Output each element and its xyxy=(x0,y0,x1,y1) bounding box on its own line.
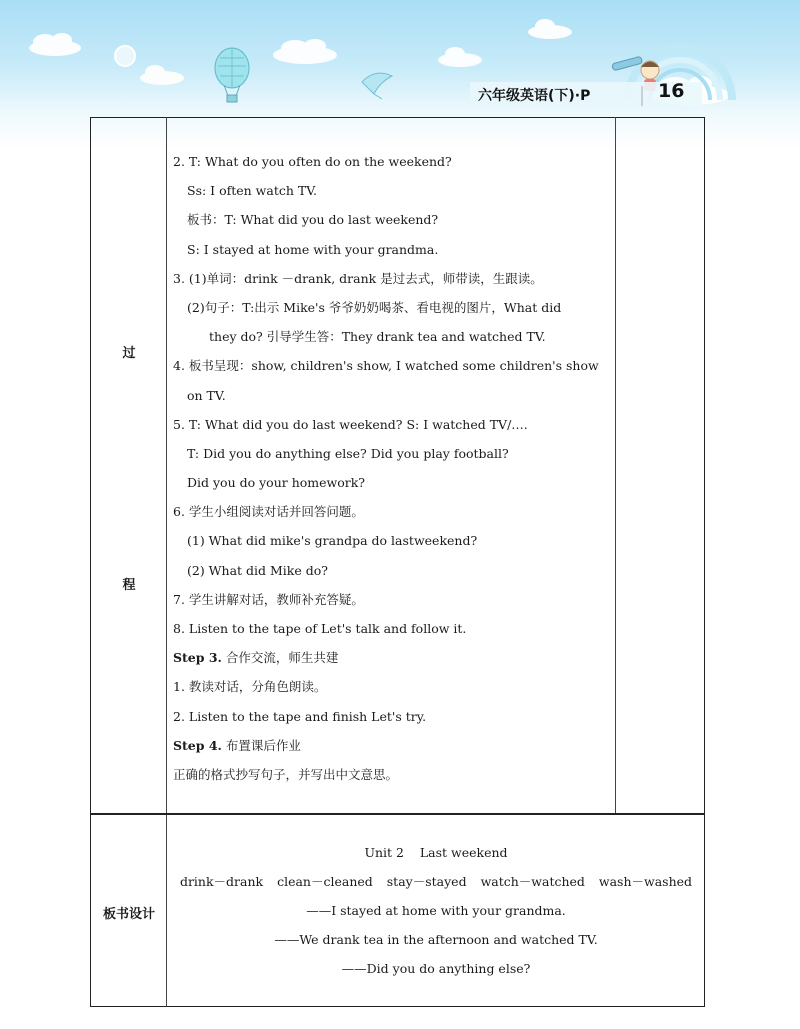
word-form: stay－stayed xyxy=(386,874,467,889)
process-line: S: I stayed at home with your grandma. xyxy=(187,241,439,257)
board-design-label: 板书设计 xyxy=(102,907,155,922)
page-number: 16 xyxy=(658,80,685,102)
process-line: 2. T: What do you often do on the weekend? xyxy=(173,154,452,169)
board-word-forms xyxy=(168,867,704,896)
process-line: T: Did you do anything else? Did you play football? xyxy=(187,445,509,461)
board-sentence: ——Did you do anything else? xyxy=(341,961,531,976)
cloud-icon xyxy=(273,39,337,64)
word-form: watch－watched xyxy=(480,874,585,889)
step3-text: 合作交流，师生共建 xyxy=(225,650,339,666)
process-line: on TV. xyxy=(187,387,226,403)
process-label-top: 过 xyxy=(122,346,136,361)
process-line: (2) What did Mike do? xyxy=(187,562,328,578)
cloud-icon xyxy=(140,65,184,85)
process-line: 板书：T: What did you do last weekend? xyxy=(187,212,439,228)
process-line: 5. T: What did you do last weekend? S: I watched TV/…. xyxy=(173,416,528,432)
kite-icon xyxy=(362,73,392,99)
hot-air-balloon-icon xyxy=(215,48,249,102)
process-content xyxy=(173,147,613,789)
cloud-icon xyxy=(528,19,572,39)
board-title: Unit 2 Last weekend xyxy=(364,845,508,860)
process-line: 3. (1)单词：drink －drank, drank 是过去式，师带读，生跟读。 xyxy=(173,270,543,286)
word-form: wash－washed xyxy=(598,874,693,889)
process-line: 8. Listen to the tape of Let's talk and follow it. xyxy=(173,621,467,636)
step4-label: Step 4. xyxy=(173,737,222,753)
process-line: Did you do your homework? xyxy=(187,475,365,491)
cloud-icon xyxy=(438,47,482,67)
table-divider-right xyxy=(615,117,616,814)
process-line: 4. 板书呈现：show, children's show, I watched some children's show xyxy=(173,358,599,374)
board-design xyxy=(168,838,704,983)
step3-line: 2. Listen to the tape and finish Let's try. xyxy=(173,708,427,724)
step4-heading xyxy=(173,731,613,760)
process-line: they do? 引导学生答：They drank tea and watched TV. xyxy=(209,329,546,345)
sun-icon xyxy=(115,46,135,66)
process-line: 6. 学生小组阅读对话并回答问题。 xyxy=(173,504,364,520)
process-line: Ss: I often watch TV. xyxy=(187,183,318,199)
board-sentence: ——We drank tea in the afternoon and watched TV. xyxy=(274,932,598,947)
board-sentence: ——I stayed at home with your grandma. xyxy=(306,903,566,918)
word-form: drink－drank xyxy=(179,874,264,889)
step3-label: Step 3. xyxy=(173,650,222,666)
word-form: clean－cleaned xyxy=(277,874,373,889)
process-label-bottom: 程 xyxy=(122,578,136,593)
cloud-icon xyxy=(29,33,81,56)
step3-heading xyxy=(173,643,613,672)
process-line: (2)句子：T:出示 Mike's 爷爷奶奶喝茶、看电视的图片，What did xyxy=(187,299,562,315)
step4-text: 布置课后作业 xyxy=(225,737,301,753)
process-line: (1) What did mike's grandpa do lastweekend? xyxy=(187,533,478,549)
table-row-divider xyxy=(90,813,705,815)
process-line: 7. 学生讲解对话，教师补充答疑。 xyxy=(173,591,364,607)
step3-line: 1. 教读对话，分角色朗读。 xyxy=(173,679,327,695)
step4-line: 正确的格式抄写句子，并写出中文意思。 xyxy=(173,766,399,782)
table-divider-left xyxy=(166,117,167,1007)
book-label: 六年级英语(下)·P xyxy=(478,88,591,104)
